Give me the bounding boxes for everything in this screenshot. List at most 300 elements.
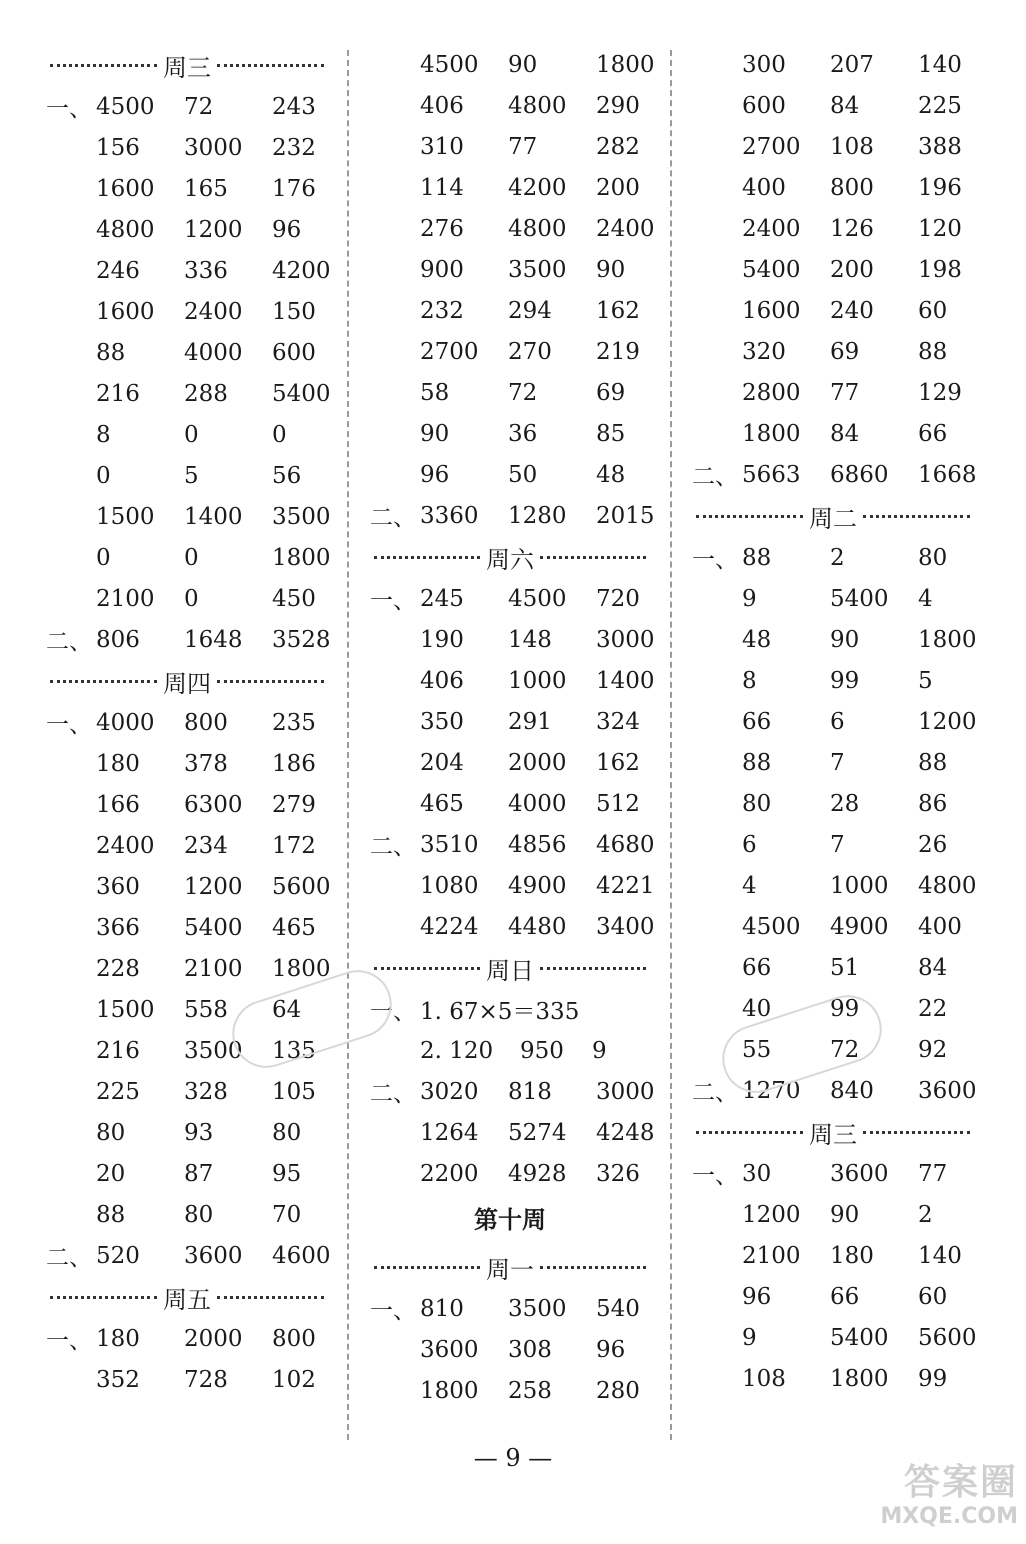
answer-row: [370, 1153, 650, 1194]
answer-cell: 4200: [508, 174, 567, 201]
answer-cell: 3600: [830, 1160, 889, 1187]
answer-cell: 294: [508, 297, 552, 324]
answer-cell: 4800: [96, 216, 155, 243]
answer-cell: 26: [918, 831, 948, 858]
answer-row: [370, 454, 650, 495]
answer-cell: 4000: [184, 339, 243, 366]
answer-cell: 69: [830, 338, 860, 365]
answer-cell: 1000: [830, 872, 889, 899]
answer-cell: 2: [830, 544, 845, 571]
answer-cell: 4856: [508, 831, 567, 858]
answer-cell: 126: [830, 215, 874, 242]
answer-cell: 4248: [596, 1119, 655, 1146]
section-title: 周四: [163, 669, 211, 698]
answer-cell: 87: [184, 1160, 214, 1187]
answer-cell: 558: [184, 996, 228, 1023]
answer-cell: 96: [596, 1336, 626, 1363]
answer-cell: 180: [96, 1325, 140, 1352]
section-header: [46, 660, 328, 702]
answer-cell: 2400: [596, 215, 655, 242]
answer-cell: 4224: [420, 913, 479, 940]
answer-cell: 66: [918, 420, 948, 447]
answer-cell: 207: [830, 51, 874, 78]
answer-cell: 108: [742, 1365, 786, 1392]
part-label: 一、: [692, 547, 738, 573]
answer-cell: 66: [742, 954, 772, 981]
answer-cell: 520: [96, 1242, 140, 1269]
answer-cell: 6300: [184, 791, 243, 818]
part-label: 一、: [46, 712, 92, 738]
answer-cell: 55: [742, 1036, 772, 1063]
answer-cell: 95: [272, 1160, 302, 1187]
answer-cell: 232: [272, 134, 316, 161]
answer-row: [692, 660, 974, 701]
answer-row: [370, 1112, 655, 1153]
answer-cell: 0: [96, 544, 111, 571]
answer-cell: 4000: [508, 790, 567, 817]
answer-cell: 96: [272, 216, 302, 243]
answer-cell: 243: [272, 93, 316, 120]
answer-cell: 5400: [830, 585, 889, 612]
answer-cell: 166: [96, 791, 140, 818]
answer-cell: 3360: [420, 502, 479, 529]
answer-cell: 1800: [272, 955, 331, 982]
answer-cell: 150: [272, 298, 316, 325]
answer-row: [692, 167, 974, 208]
answer-row: [692, 1194, 974, 1235]
answer-row: [370, 906, 655, 947]
answer-cell: 5400: [184, 914, 243, 941]
answer-cell: 72: [830, 1036, 860, 1063]
answer-cell: 728: [184, 1366, 228, 1393]
answer-cell: 2100: [742, 1242, 801, 1269]
answer-cell: 88: [742, 544, 772, 571]
answer-cell: 1800: [272, 544, 331, 571]
answer-cell: 310: [420, 133, 464, 160]
answer-cell: 406: [420, 667, 464, 694]
answer-row: [370, 619, 655, 660]
answer-cell: 3600: [420, 1336, 479, 1363]
answer-cell: 720: [596, 585, 640, 612]
answer-cell: 818: [508, 1078, 552, 1105]
answer-cell: 162: [596, 749, 640, 776]
answer-cell: 102: [272, 1366, 316, 1393]
answer-cell: 6860: [830, 461, 889, 488]
answer-row: [692, 126, 974, 167]
answer-row: [692, 413, 974, 454]
answer-cell: 2000: [508, 749, 567, 776]
answer-row: [692, 619, 977, 660]
answer-cell: 800: [272, 1325, 316, 1352]
part-label: 一、: [46, 96, 92, 122]
answer-cell: 810: [420, 1295, 464, 1322]
answer-cell: 4800: [508, 92, 567, 119]
answer-cell: 3400: [596, 913, 655, 940]
answer-cell: 288: [184, 380, 228, 407]
answer-cell: 1400: [184, 503, 243, 530]
answer-cell: 326: [596, 1160, 640, 1187]
answer-cell: 245: [420, 585, 464, 612]
answer-cell: 135: [272, 1037, 316, 1064]
answer-row: [46, 1153, 328, 1194]
section-block: [46, 44, 331, 660]
answer-cell: 88: [918, 338, 948, 365]
answer-cell: 450: [272, 585, 316, 612]
section-title: 周一: [486, 1255, 534, 1284]
answer-cell: 196: [918, 174, 962, 201]
answer-cell: 3600: [918, 1077, 977, 1104]
answer-cell: 360: [96, 873, 140, 900]
answer-cell: 4000: [96, 709, 155, 736]
answer-row: [692, 85, 974, 126]
answer-cell: 4900: [508, 872, 567, 899]
answer-cell: 51: [830, 954, 860, 981]
answer-cell: 540: [596, 1295, 640, 1322]
answer-row: [370, 249, 650, 290]
answer-cell: 0: [272, 421, 287, 448]
answer-row: [370, 824, 655, 865]
answer-cell: 258: [508, 1377, 552, 1404]
answer-cell: 148: [508, 626, 552, 653]
answer-cell: 0: [96, 462, 111, 489]
answer-cell: 30: [742, 1160, 772, 1187]
answer-row: [370, 167, 650, 208]
answer-row: [46, 1235, 331, 1276]
answer-cell: 324: [596, 708, 640, 735]
answer-cell: 5400: [742, 256, 801, 283]
middle-column: [370, 44, 655, 1440]
answer-cell: 1200: [742, 1201, 801, 1228]
answer-row: [46, 537, 331, 578]
answer-cell: 3600: [184, 1242, 243, 1269]
answer-cell: 6: [742, 831, 757, 858]
answer-cell: 140: [918, 1242, 962, 1269]
answer-cell: 5600: [918, 1324, 977, 1351]
answer-cell: 1000: [508, 667, 567, 694]
answer-cell: 120: [918, 215, 962, 242]
answer-cell: 2100: [184, 955, 243, 982]
answer-cell: 3000: [596, 1078, 655, 1105]
answer-cell: 600: [272, 339, 316, 366]
page-number: — 9 —: [473, 1444, 553, 1472]
part-label: 一、: [370, 1298, 416, 1324]
answer-row: [46, 332, 328, 373]
answer-cell: 3500: [184, 1037, 243, 1064]
answer-cell: 3528: [272, 626, 331, 653]
answer-cell: 0: [184, 421, 199, 448]
column-divider: [670, 50, 672, 1440]
answer-cell: 320: [742, 338, 786, 365]
section-title: 周三: [163, 53, 211, 82]
answer-row: [46, 1194, 328, 1235]
answer-row: [370, 1071, 655, 1112]
answer-cell: 4800: [918, 872, 977, 899]
answer-cell: 4: [742, 872, 757, 899]
section-block: [370, 536, 655, 947]
answer-cell: 72: [184, 93, 214, 120]
answer-row: [370, 660, 655, 701]
answer-cell: 3000: [596, 626, 655, 653]
answer-cell: 48: [742, 626, 772, 653]
watermark-text: 答案圈: [903, 1462, 1018, 1503]
answer-row: [370, 989, 650, 1030]
answer-row: [692, 865, 977, 906]
answer-cell: 1600: [96, 298, 155, 325]
answer-row: [692, 578, 974, 619]
answer-row: [692, 331, 974, 372]
answer-row: [692, 208, 974, 249]
answer-cell: 190: [420, 626, 464, 653]
answer-cell: 5400: [272, 380, 331, 407]
answer-row: [370, 783, 650, 824]
answer-row: [46, 373, 331, 414]
answer-cell: 4200: [272, 257, 331, 284]
answer-cell: 90: [830, 626, 860, 653]
answer-cell: 1648: [184, 626, 243, 653]
answer-cell: 93: [184, 1119, 214, 1146]
answer-cell: 20: [96, 1160, 126, 1187]
answer-cell: 1800: [918, 626, 977, 653]
answer-cell: 88: [742, 749, 772, 776]
answer-row: [46, 496, 331, 537]
answer-cell: 900: [420, 256, 464, 283]
answer-cell: 4500: [742, 913, 801, 940]
answer-cell: 216: [96, 380, 140, 407]
answer-row: [46, 1318, 328, 1359]
part-label: 二、: [46, 629, 92, 655]
section-header: [370, 536, 650, 578]
part-label: 二、: [370, 505, 416, 531]
answer-cell: 280: [596, 1377, 640, 1404]
answer-cell: 290: [596, 92, 640, 119]
answer-cell: 1800: [420, 1377, 479, 1404]
answer-cell: 400: [742, 174, 786, 201]
answer-cell: 200: [596, 174, 640, 201]
answer-cell: 92: [918, 1036, 948, 1063]
answer-cell: 6: [830, 708, 845, 735]
answer-cell: 4480: [508, 913, 567, 940]
answer-row: [692, 372, 974, 413]
answer-row: [46, 702, 328, 743]
part-label: 一、: [370, 588, 416, 614]
answer-row: [46, 455, 328, 496]
right-column: [692, 44, 977, 1440]
answer-cell: 2400: [184, 298, 243, 325]
answer-row: [692, 742, 974, 783]
answer-row: [692, 906, 974, 947]
answer-cell: 228: [96, 955, 140, 982]
section-block: [692, 1111, 977, 1399]
answer-cell: 1280: [508, 502, 567, 529]
answer-cell: 9: [592, 1037, 607, 1064]
answer-cell: 80: [184, 1201, 214, 1228]
section-block: [46, 660, 331, 1276]
answer-cell: 3020: [420, 1078, 479, 1105]
answer-cell: 36: [508, 420, 538, 447]
answer-row: [46, 866, 331, 907]
answer-cell: 225: [918, 92, 962, 119]
answer-row: [46, 578, 328, 619]
answer-row: [46, 414, 328, 455]
answer-cell: 77: [508, 133, 538, 160]
answer-cell: 1400: [596, 667, 655, 694]
answer-cell: 140: [918, 51, 962, 78]
answer-cell: 4221: [596, 872, 655, 899]
answer-row: [692, 249, 974, 290]
answer-row: [370, 1370, 650, 1411]
answer-cell: 72: [508, 379, 538, 406]
answer-cell: 4: [918, 585, 933, 612]
section-title: 周三: [809, 1120, 857, 1149]
answer-row: [370, 865, 655, 906]
answer-cell: 2800: [742, 379, 801, 406]
answer-row: [370, 44, 655, 85]
answer-cell: 96: [420, 461, 450, 488]
answer-cell: 114: [420, 174, 464, 201]
section-title: 周日: [486, 956, 534, 985]
answer-cell: 1080: [420, 872, 479, 899]
answer-cell: 99: [918, 1365, 948, 1392]
answer-cell: 270: [508, 338, 552, 365]
answer-row: [46, 291, 328, 332]
answer-cell: 85: [596, 420, 626, 447]
answer-cell: 5: [184, 462, 199, 489]
answer-row: [370, 413, 650, 454]
part-label: 二、: [370, 1081, 416, 1107]
answer-cell: 465: [420, 790, 464, 817]
answer-cell: 3500: [508, 1295, 567, 1322]
answer-cell: 28: [830, 790, 860, 817]
answer-cell: 40: [742, 995, 772, 1022]
answer-cell: 1800: [830, 1365, 889, 1392]
answer-cell: 5600: [272, 873, 331, 900]
section-title: 周五: [163, 1285, 211, 1314]
answer-cell: 90: [420, 420, 450, 447]
answer-cell: 180: [830, 1242, 874, 1269]
answer-cell: 388: [918, 133, 962, 160]
answer-row: [46, 1359, 328, 1400]
section-block: [46, 1276, 328, 1400]
answer-cell: 300: [742, 51, 786, 78]
answer-cell: 800: [830, 174, 874, 201]
answer-cell: 225: [96, 1078, 140, 1105]
answer-cell: 1600: [96, 175, 155, 202]
answer-cell: 4500: [96, 93, 155, 120]
answer-cell: 198: [918, 256, 962, 283]
answer-cell: 200: [830, 256, 874, 283]
answer-row: [46, 250, 331, 291]
answer-cell: 77: [918, 1160, 948, 1187]
watermark-logo: [848, 1462, 1018, 1538]
answer-cell: 9: [742, 585, 757, 612]
section-header: [692, 1111, 974, 1153]
answer-row: [370, 126, 650, 167]
answer-cell: 1200: [184, 873, 243, 900]
answer-cell: 4600: [272, 1242, 331, 1269]
answer-cell: 60: [918, 1283, 948, 1310]
answer-cell: 5: [918, 667, 933, 694]
answer-cell: 66: [742, 708, 772, 735]
answer-row: [370, 1329, 650, 1370]
answer-cell: 80: [742, 790, 772, 817]
answer-cell: 156: [96, 134, 140, 161]
continued-part: [370, 495, 655, 536]
answer-row: [370, 701, 650, 742]
answer-cell: 246: [96, 257, 140, 284]
answer-cell: 1270: [742, 1077, 801, 1104]
answer-cell: 7: [830, 749, 845, 776]
answer-cell: 2700: [420, 338, 479, 365]
answer-cell: 2. 120: [420, 1037, 494, 1064]
answer-cell: 1800: [596, 51, 655, 78]
answer-row: [370, 208, 655, 249]
section-header: [46, 44, 328, 86]
answer-cell: 2200: [420, 1160, 479, 1187]
answer-cell: 282: [596, 133, 640, 160]
continued-rows: [692, 44, 974, 454]
answer-cell: 1600: [742, 297, 801, 324]
answer-cell: 80: [272, 1119, 302, 1146]
answer-text: 1. 67×5＝335: [420, 999, 580, 1025]
answer-cell: 0: [184, 544, 199, 571]
answer-cell: 4500: [420, 51, 479, 78]
answer-cell: 204: [420, 749, 464, 776]
answer-cell: 176: [272, 175, 316, 202]
answer-cell: 806: [96, 626, 140, 653]
answer-row: [692, 783, 974, 824]
answer-cell: 336: [184, 257, 228, 284]
answer-row: [692, 1276, 974, 1317]
section-header: [46, 1276, 328, 1318]
answer-cell: 1668: [918, 461, 977, 488]
answer-row: [370, 290, 650, 331]
answer-cell: 0: [184, 585, 199, 612]
answer-cell: 96: [742, 1283, 772, 1310]
answer-cell: 512: [596, 790, 640, 817]
part-label: 二、: [692, 1080, 738, 1106]
answer-cell: 66: [830, 1283, 860, 1310]
part-label: 二、: [46, 1245, 92, 1271]
answer-cell: 99: [830, 995, 860, 1022]
answer-cell: 84: [830, 420, 860, 447]
answer-row: [46, 1071, 328, 1112]
answer-cell: 3000: [184, 134, 243, 161]
answer-row: [370, 331, 650, 372]
answer-cell: 1800: [742, 420, 801, 447]
answer-cell: 2015: [596, 502, 655, 529]
answer-cell: 219: [596, 338, 640, 365]
answer-cell: 279: [272, 791, 316, 818]
answer-row: [370, 372, 650, 413]
answer-row: [692, 1358, 974, 1399]
answer-row: [692, 290, 974, 331]
answer-cell: 5400: [830, 1324, 889, 1351]
answer-cell: 232: [420, 297, 464, 324]
answer-cell: 366: [96, 914, 140, 941]
answer-cell: 5274: [508, 1119, 567, 1146]
answer-cell: 90: [508, 51, 538, 78]
section-header: [370, 947, 650, 989]
answer-cell: 8: [742, 667, 757, 694]
answer-cell: 48: [596, 461, 626, 488]
answer-row: [46, 825, 328, 866]
answer-row: [692, 1235, 974, 1276]
answer-cell: 7: [830, 831, 845, 858]
answer-cell: 400: [918, 913, 962, 940]
continued-rows: [370, 44, 655, 495]
answer-cell: 3500: [508, 256, 567, 283]
answer-cell: 186: [272, 750, 316, 777]
